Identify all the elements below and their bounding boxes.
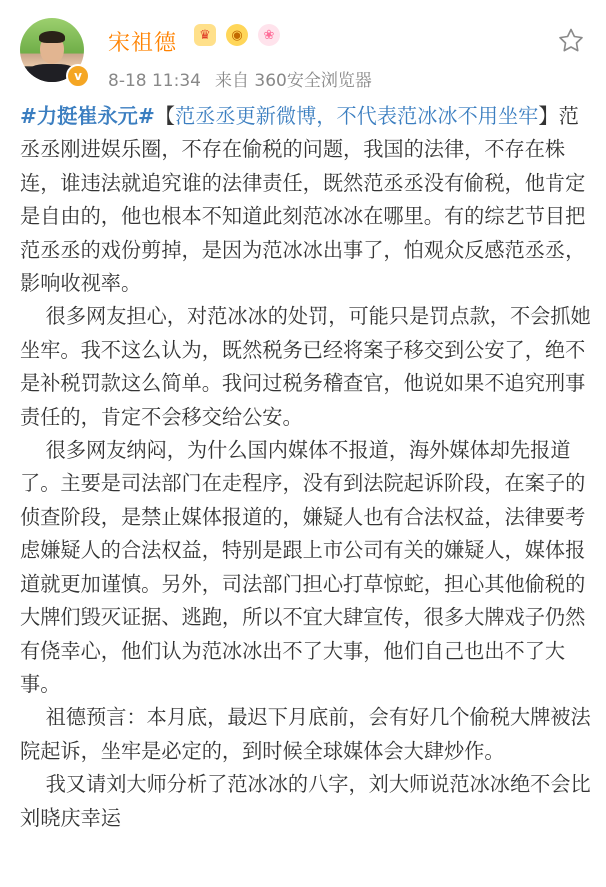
post-header [0, 0, 606, 100]
post-meta [108, 66, 386, 91]
post-source: 来自 360安全浏览器 [214, 71, 372, 91]
post-content [20, 100, 592, 835]
hashtag-link[interactable]: #力挺崔永元# [20, 104, 155, 128]
lead-bracket-open: 【 [154, 104, 175, 128]
user-badges [194, 24, 280, 46]
crown-badge-icon[interactable]: ♛ [194, 24, 216, 46]
post-body: 范丞丞刚进娱乐圈，不存在偷税的问题，我国的法律，不存在株连，谁违法就追究谁的法律责任，既然范丞丞没有偷税，他肯定是自由的，他也根本不知道此刻范冰冰在哪里。有的综艺节目把范丞丞的戏份剪掉，是因为范冰冰出事了，怕观众反感范丞丞，影响收视率。 很多网友担心，对范冰冰的处罚，可能只是罚点款，不会抓她坐牢。我不这么认为，既然税务已经将案子移交到公安了，绝不是补税罚款这么简单。我问过税务稽查官，他说如果不追究刑事责任的，肯定不会移交给公安。 很多网友纳闷，为什么国内媒体不报道，海外媒体却先报道了。主要是司法部门在走程序，没有到法院起诉阶段，在案子的侦查阶段，是禁止媒体报道的，嫌疑人也有合法权益，法律要考虑嫌疑人的合法权益，特别是跟上市公司有关的嫌疑人，媒体报道就更加谨慎。另外，司法部门担心打草惊蛇，担心其他偷税的大牌们毁灭证据、逃跑，所以不宜大肆宣传，很多大牌戏子仍然有侥幸心，他们认为范冰冰出不了大事，他们自己也出不了大事。 祖德预言：本月底，最迟下月底前，会有好几个偷税大牌被法院起诉，坐牢是必定的，到时候全球媒体会大肆炒作。 我又请刘大师分析了范冰冰的八字，刘大师说范冰冰绝不会比刘晓庆幸运 [20, 104, 591, 830]
lead-link[interactable]: 范丞丞更新微博，不代表范冰冰不用坐牢 [174, 104, 539, 128]
username[interactable]: 宋祖德 [108, 31, 178, 56]
post-date[interactable]: 8-18 11:34 [108, 71, 201, 91]
avatar-hair [39, 31, 65, 43]
medal-badge-icon[interactable]: ◉ [226, 24, 248, 46]
verified-icon: v [66, 64, 90, 88]
flower-badge-icon[interactable]: ❀ [258, 24, 280, 46]
star-icon[interactable] [556, 26, 586, 56]
avatar[interactable] [20, 18, 84, 82]
lead-bracket-close: 】 [538, 104, 559, 128]
